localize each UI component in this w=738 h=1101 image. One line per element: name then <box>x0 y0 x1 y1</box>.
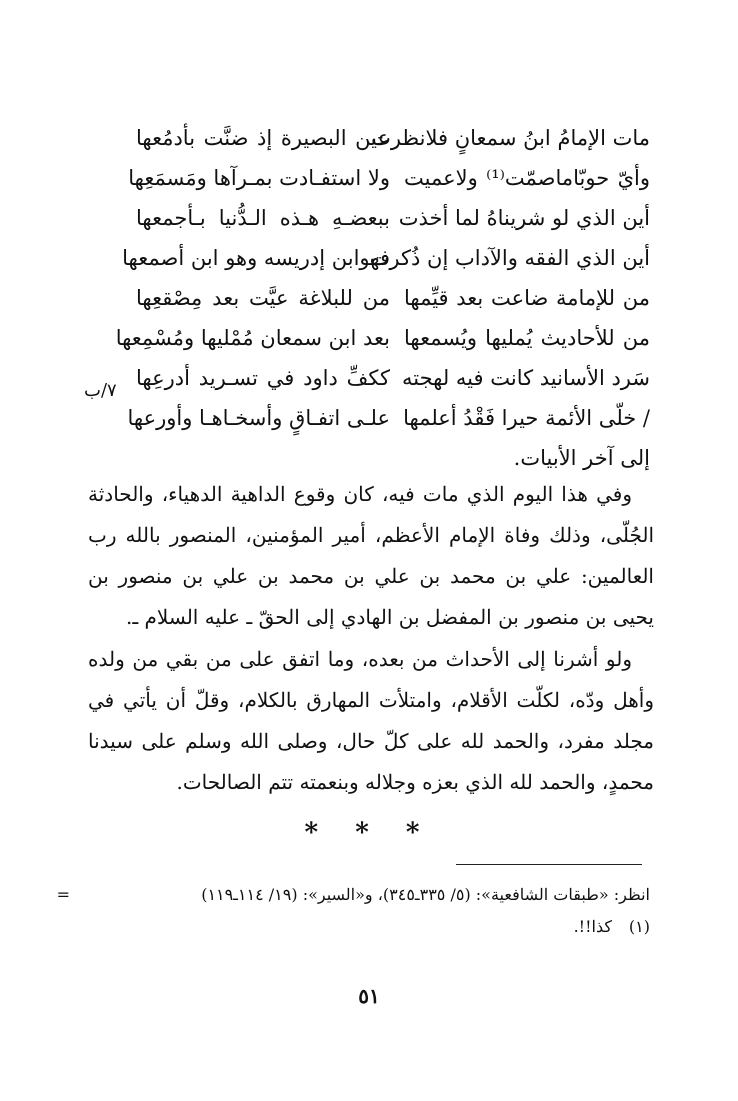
poem-left-line-8: علـى اتفـاقٍ وأسخـاهـا وأورعها <box>127 406 390 430</box>
poem-right-line-7: سَرد الأسانيد كانت فيه لهجته <box>402 366 650 390</box>
poem-right-line-5: من للإمامة ضاعت بعد قيِّمها <box>404 286 650 310</box>
poem-right-line-6: من للأحاديث يُمليها ويُسمعها <box>404 326 650 350</box>
poem-left-line-3: ببعضـهِ هـذه الـدُّنيا بـأجمعها <box>136 206 390 230</box>
poem-left-line-2: ولا استفـادت بمـرآها ومَسمَعِها <box>128 166 390 190</box>
poem-right-line-3: أين الذي لو شريناهُ لما أخذت <box>398 206 650 230</box>
manuscript-folio-marker: ٧/ب <box>84 380 117 401</box>
poem-left-line-1: عين البصيرة إذ ضنَّت بأدمُعها <box>136 126 390 150</box>
footnote-continuation-mark: = <box>56 885 70 904</box>
poem-left-line-4: فهوابن إدريسه وهو ابن أصمعها <box>122 246 390 270</box>
paragraph-1: وفي هذا اليوم الذي مات فيه، كان وقوع الداهية الدهياء، والحادثة الجُلّى، وذلك وفاة الإمام الأعظم، أمير المؤمنين، المنصور بالله رب العالمين: علي بن محمد بن علي بن محمد بن علي بن منصور بن يحيى بن منصور بن المفضل بن الهادي إلى الحقّ ـ عليه السلام ـ. <box>88 482 654 629</box>
paragraph-2: ولو أشرنا إلى الأحداث من بعده، وما اتفق على من بقي من ولده وأهل ودّه، لكلّت الأقلام، وامتلأت المهارق بالكلام، وقلّ أن يأتي في مجلد مفرد، والحمد لله على كلّ حال، وصلى الله وسلم على سيدنا محمدٍ، والحمد لله الذي بعزه وجلاله وبنعمته تتم الصالحات. <box>88 647 654 794</box>
page-number: ٥١ <box>358 984 380 1008</box>
footnote-1-marker: (١) <box>628 917 650 936</box>
poem-right-line-2: وأيّ حوبّاماصمّت⁽¹⁾ ولاعميت <box>404 166 650 190</box>
footnote-1-text: كذا!!. <box>573 917 612 936</box>
poem-right-line-8: / خلّى الأئمة حيرا فَقْدُ أعلمها <box>403 406 650 430</box>
poem-tail: إلى آخر الأبيات. <box>513 446 650 470</box>
poem-left-line-7: ككفِّ داود في تسـريد أدرعِها <box>136 366 390 390</box>
poem-left-line-5: من للبلاغة عيَّت بعد مِصْقعِها <box>136 286 390 310</box>
footnote-separator <box>456 864 642 865</box>
poem-left-line-6: بعد ابن سمعان مُمْليها ومُسْمِعها <box>115 326 390 350</box>
poem-right-line-4: أين الذي الفقه والآداب إن ذُكرت <box>369 246 650 270</box>
section-break-stars: * * * <box>304 818 434 848</box>
poem-right-line-1: مات الإمامُ ابنُ سمعانٍ فلانظرت <box>371 126 650 150</box>
footnote-continuation-text: انظر: «طبقات الشافعية»: (٥/ ٣٣٥ـ٣٤٥)، و«السير»: (١٩/ ١١٤ـ١١٩) <box>201 885 650 904</box>
